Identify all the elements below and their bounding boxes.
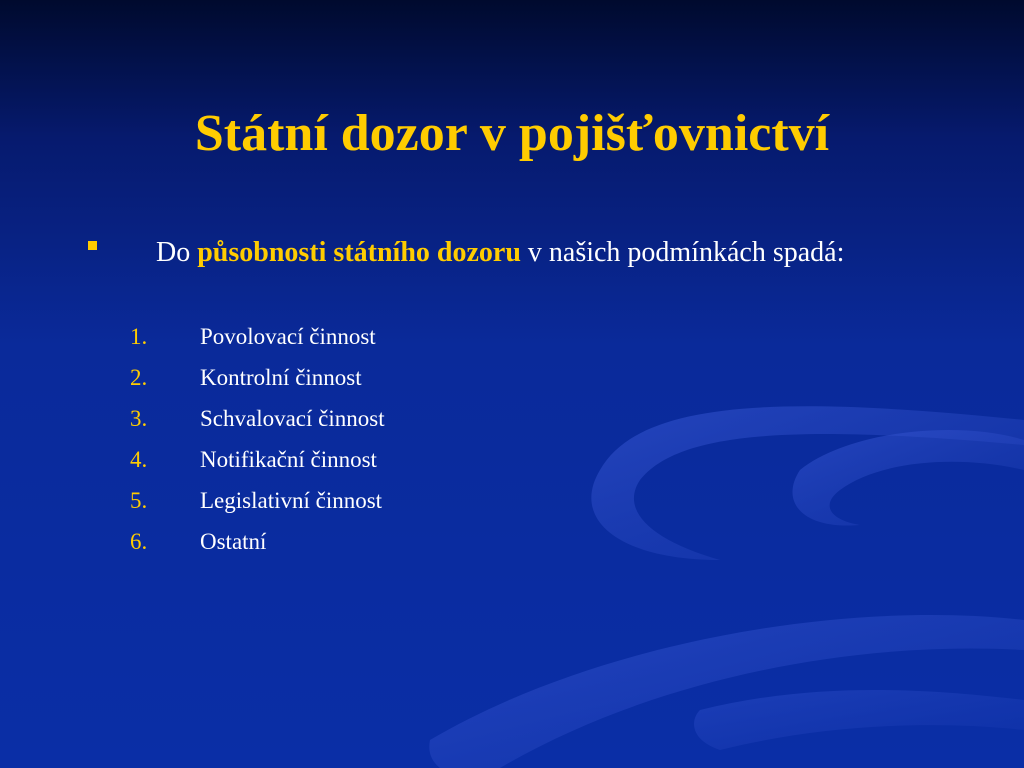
- list-item-label: Ostatní: [200, 529, 267, 554]
- slide-title: Státní dozor v pojišťovnictví: [194, 105, 830, 162]
- list-item-label: Notifikační činnost: [200, 447, 377, 472]
- list-item-number: 4.: [130, 447, 148, 472]
- bullet-prefix: Do: [156, 237, 198, 268]
- square-bullet-shape: [88, 241, 97, 250]
- list-item-number: 1.: [130, 324, 148, 349]
- list-item-number: 2.: [130, 365, 148, 390]
- list-item-number: 3.: [130, 406, 148, 431]
- square-bullet-icon: [88, 241, 97, 250]
- list-item-number: 6.: [130, 529, 148, 554]
- bullet-highlight: působnosti státního dozoru: [197, 237, 521, 268]
- list-item-label: Kontrolní činnost: [200, 365, 362, 390]
- list-item-label: Legislativní činnost: [200, 488, 383, 513]
- list-item-label: Povolovací činnost: [200, 324, 376, 349]
- list-item-label: Schvalovací činnost: [200, 406, 385, 431]
- list-item-number: 5.: [130, 488, 148, 513]
- bullet-text: [156, 233, 936, 273]
- bullet-suffix: v našich podmínkách spadá:: [520, 237, 845, 268]
